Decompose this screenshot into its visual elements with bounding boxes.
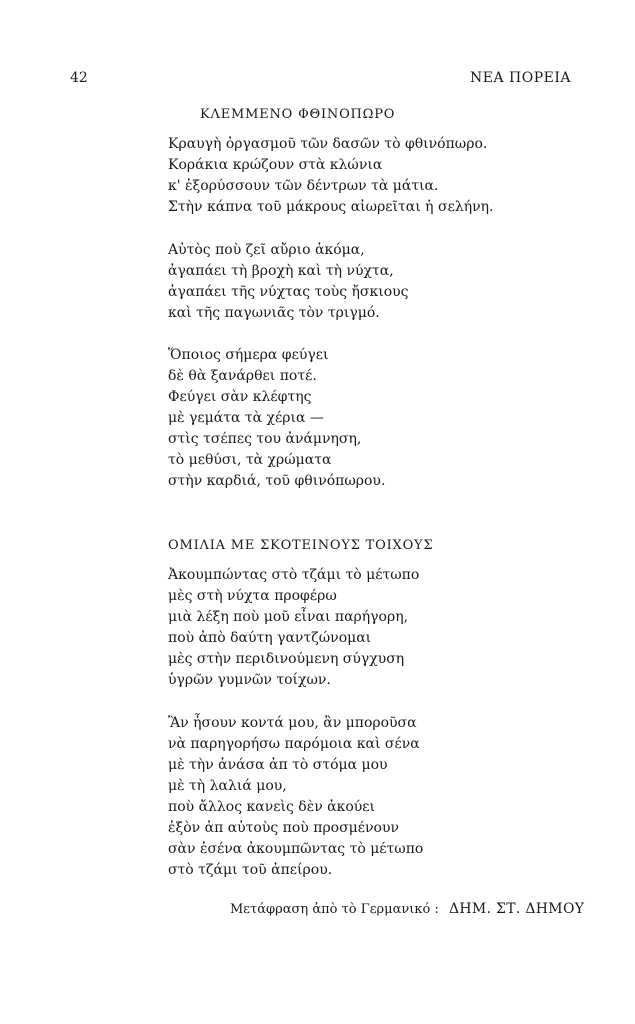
translator-name: ΔΗΜ. ΣΤ. ΔΗΜΟΥ — [449, 901, 585, 917]
verse-line: στὴν καρδιά, τοῦ φθινόπωρου. — [168, 473, 386, 489]
journal-title: ΝΕΑ ΠΟΡΕΙΑ — [470, 70, 571, 86]
verse-line: μὲ τὴν ἀνάσα ἀπ τὸ στόμα μου — [168, 757, 388, 773]
verse-line: μὲ τὴ λαλιά μου, — [168, 778, 287, 794]
verse-line: ποὺ ἀπὸ δαύτη γαντζώνομαι — [168, 630, 372, 646]
poem-title: ΚΛΕΜΜΕΝΟ ΦΘΙΝΟΠΩΡΟ — [200, 107, 396, 122]
stanza — [168, 134, 493, 218]
verse-line: ἀγαπάει τὴ βροχὴ καὶ τὴ νύχτα, — [168, 263, 394, 279]
stanza — [168, 713, 423, 881]
verse-line: Ὅποιος σήμερα φεύγει — [168, 347, 329, 363]
verse-line: μιὰ λέξη ποὺ μοῦ εἶναι παρήγορη, — [168, 609, 409, 625]
verse-line: Αὐτὸς ποὺ ζεῖ αὔριο ἀκόμα, — [168, 242, 365, 258]
verse-line: καὶ τῆς παγωνιᾶς τὸν τριγμό. — [168, 305, 380, 321]
verse-line: μὲ γεμάτα τὰ χέρια — — [168, 410, 324, 426]
verse-line: Κραυγὴ ὀργασμοῦ τῶν δασῶν τὸ φθινόπωρο. — [168, 136, 488, 152]
verse-line: Στὴν κάπνα τοῦ μάκρους αἰωρεῖται ἡ σελήνη. — [168, 199, 494, 215]
verse-line: σὰν ἐσένα ἀκουμπῶντας τὸ μέτωπο — [168, 841, 424, 857]
stanza — [168, 565, 419, 691]
verse-line: νὰ παρηγορήσω παρόμοια καὶ σένα — [168, 736, 420, 752]
page-number: 42 — [70, 70, 88, 86]
verse-line: στὶς τσέπες του ἀνάμνηση, — [168, 431, 362, 447]
translation-credit — [230, 901, 584, 917]
verse-line: δὲ θὰ ξανάρθει ποτέ. — [168, 368, 317, 384]
verse-line: κ' ἐξορύσσουν τῶν δέντρων τὰ μάτια. — [168, 178, 439, 194]
verse-line: ποὺ ἄλλος κανεὶς δὲν ἀκούει — [168, 799, 376, 815]
stanza — [168, 345, 385, 492]
verse-line: μὲς στὴ νύχτα προφέρω — [168, 588, 337, 604]
verse-line: ἀγαπάει τῆς νύχτας τοὺς ἤσκιους — [168, 284, 409, 300]
verse-line: Φεύγει σὰν κλέφτης — [168, 389, 312, 405]
verse-line: ὑγρῶν γυμνῶν τοίχων. — [168, 672, 331, 688]
poem-title: ΟΜΙΛΙΑ ΜΕ ΣΚΟΤΕΙΝΟΥΣ ΤΟΙΧΟΥΣ — [168, 538, 434, 553]
stanza — [168, 240, 408, 324]
verse-line: Ἂν ἦσουν κοντά μου, ἂν μποροῦσα — [168, 715, 417, 731]
verse-line: ἐξὸν ἀπ αὐτοὺς ποὺ προσμένουν — [168, 820, 399, 836]
verse-line: μὲς στὴν περιδινούμενη σύγχυση — [168, 651, 405, 667]
verse-line: τὸ μεθύσι, τὰ χρώματα — [168, 452, 332, 468]
verse-line: Ἀκουμπώντας στὸ τζάμι τὸ μέτωπο — [168, 567, 420, 583]
credit-label: Μετάφραση ἀπὸ τὸ Γερμανικό : — [230, 902, 439, 917]
verse-line: στὸ τζάμι τοῦ ἀπείρου. — [168, 862, 333, 878]
verse-line: Κοράκια κρώζουν στὰ κλώνια — [168, 157, 383, 173]
